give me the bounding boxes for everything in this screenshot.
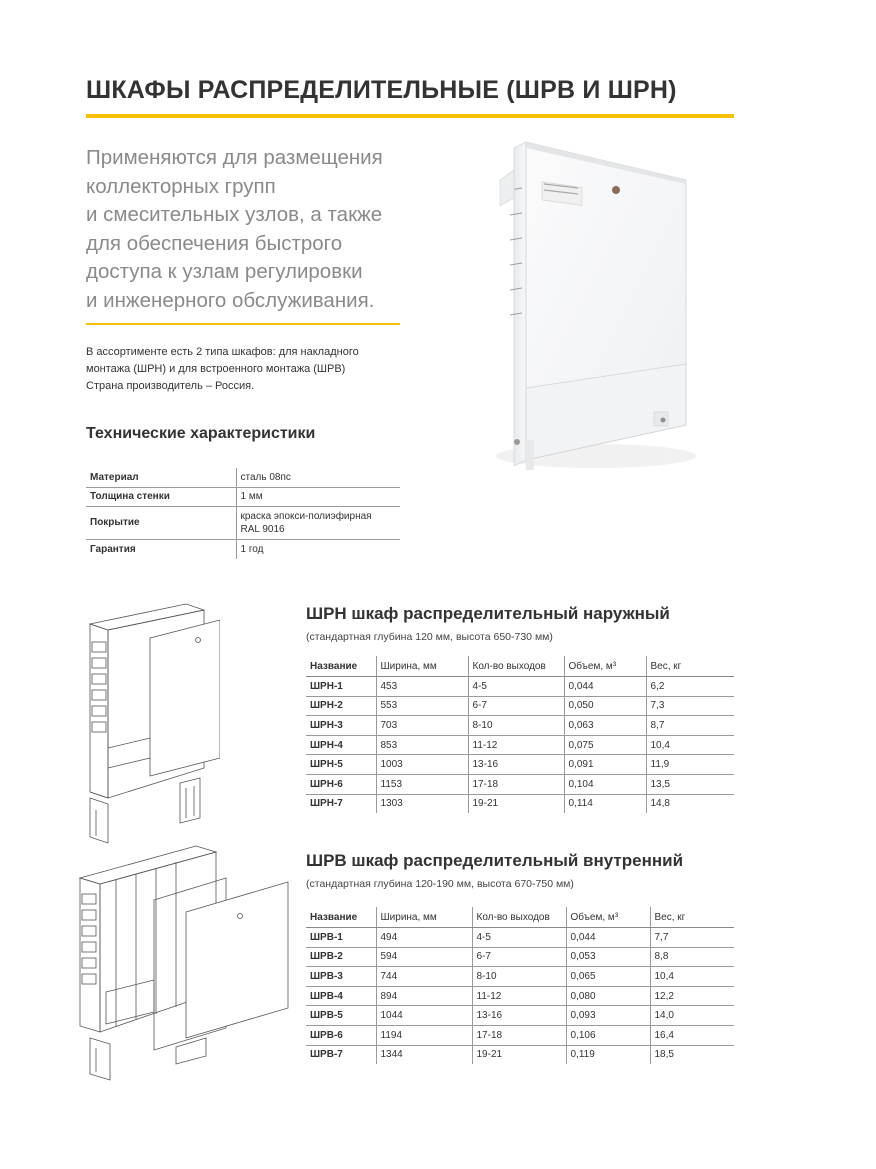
table-cell: 1153 [376, 774, 468, 794]
table-cell: 10,4 [650, 967, 734, 987]
title-underline [86, 114, 734, 118]
table-cell: ШРВ-2 [306, 947, 376, 967]
table-row [306, 794, 734, 813]
table-cell: ШРН-5 [306, 755, 376, 775]
table-cell: 553 [376, 696, 468, 716]
spec-value: 1 год [240, 543, 264, 555]
table-row [86, 487, 400, 506]
table-cell: 7,3 [646, 696, 734, 716]
table-cell: ШРН-3 [306, 716, 376, 736]
table-cell: 0,080 [566, 986, 650, 1006]
table-header-row [306, 907, 734, 928]
table-cell: ШРВ-3 [306, 967, 376, 987]
table-row [306, 947, 734, 967]
shrn-title [306, 604, 670, 624]
table-cell: 453 [376, 677, 468, 697]
shrv-title-strong: ШРВ [306, 851, 347, 870]
lead-line: Применяются для размещения [86, 146, 383, 169]
table-cell: 0,104 [564, 774, 646, 794]
table-cell: 494 [376, 928, 472, 948]
table-cell: ШРВ-1 [306, 928, 376, 948]
column-header: Вес, кг [650, 907, 734, 928]
shrv-table [306, 907, 734, 1064]
column-header: Объем, м³ [564, 656, 646, 677]
table-cell: ШРН-4 [306, 735, 376, 755]
table-cell: 8-10 [472, 967, 566, 987]
table-cell: 6-7 [468, 696, 564, 716]
spec-key: Толщина стенки [86, 487, 236, 506]
table-row [306, 755, 734, 775]
table-cell: 17-18 [472, 1025, 566, 1045]
intro-line: Страна производитель – Россия. [86, 380, 255, 392]
table-cell: ШРВ-5 [306, 1006, 376, 1026]
shrn-title-strong: ШРН [306, 604, 347, 623]
table-cell: 0,114 [564, 794, 646, 813]
table-cell: 0,065 [566, 967, 650, 987]
spec-value-line: краска эпокси-полиэфирная [240, 510, 372, 522]
spec-value [236, 506, 400, 539]
table-row [306, 696, 734, 716]
table-row [306, 1045, 734, 1064]
column-header: Объем, м³ [566, 907, 650, 928]
table-cell: 6,2 [646, 677, 734, 697]
table-cell: ШРВ-7 [310, 1049, 343, 1061]
table-cell: 7,7 [650, 928, 734, 948]
table-cell: 8,7 [646, 716, 734, 736]
cabinet-photo [486, 140, 702, 480]
table-cell: 16,4 [650, 1025, 734, 1045]
table-cell: ШРН-6 [306, 774, 376, 794]
table-cell: 0,053 [566, 947, 650, 967]
table-cell: 1303 [376, 794, 468, 813]
table-cell: 10,4 [646, 735, 734, 755]
table-cell: 13,5 [646, 774, 734, 794]
spec-key: Гарантия [86, 539, 236, 559]
shrn-subtitle: (стандартная глубина 120 мм, высота 650-730 мм) [306, 631, 553, 643]
table-row [86, 468, 400, 487]
table-cell: 894 [376, 986, 472, 1006]
table-cell: ШРН-1 [306, 677, 376, 697]
table-row [306, 986, 734, 1006]
table-cell: 0,091 [564, 755, 646, 775]
tech-heading: Технические характеристики [86, 425, 316, 442]
table-row [306, 1025, 734, 1045]
spec-value: 1 мм [236, 487, 400, 506]
column-header: Название [306, 907, 376, 928]
table-cell: 18,5 [650, 1045, 734, 1064]
table-cell: 6-7 [472, 947, 566, 967]
table-cell: 19-21 [472, 1045, 566, 1064]
table-row [86, 506, 400, 539]
column-header: Кол-во выходов [468, 656, 564, 677]
column-header: Вес, кг [646, 656, 734, 677]
lead-line: и смесительных узлов, а также [86, 203, 383, 226]
shrn-title-rest: шкаф распределительный наружный [346, 604, 670, 623]
column-header: Ширина, мм [376, 907, 472, 928]
table-cell: ШРН-7 [310, 798, 343, 810]
intro-line: монтажа (ШРН) и для встроенного монтажа (ШРВ) [86, 363, 346, 375]
spec-value: сталь 08пс [236, 468, 400, 487]
table-cell: ШРВ-4 [306, 986, 376, 1006]
table-cell: 4-5 [468, 677, 564, 697]
table-cell: 12,2 [650, 986, 734, 1006]
table-cell: 14,0 [650, 1006, 734, 1026]
table-row [86, 539, 400, 559]
table-cell: 1194 [376, 1025, 472, 1045]
table-cell: 4-5 [472, 928, 566, 948]
table-cell: 703 [376, 716, 468, 736]
column-header: Кол-во выходов [472, 907, 566, 928]
table-cell: 13-16 [468, 755, 564, 775]
table-cell: 0,063 [564, 716, 646, 736]
column-header: Название [306, 656, 376, 677]
table-cell: 17-18 [468, 774, 564, 794]
table-row [306, 967, 734, 987]
table-cell: 14,8 [646, 794, 734, 813]
table-cell: 11-12 [472, 986, 566, 1006]
lead-line: доступа к узлам регулировки [86, 260, 363, 283]
table-cell: 8-10 [468, 716, 564, 736]
table-row [306, 1006, 734, 1026]
table-cell: 0,075 [564, 735, 646, 755]
shrv-title [306, 851, 683, 871]
table-cell: ШРВ-6 [306, 1025, 376, 1045]
table-cell: 853 [376, 735, 468, 755]
shrn-table [306, 656, 734, 813]
table-cell: 744 [376, 967, 472, 987]
table-cell: 0,044 [566, 928, 650, 948]
spec-key: Материал [86, 468, 236, 487]
table-cell: 11-12 [468, 735, 564, 755]
table-row [306, 735, 734, 755]
table-cell: 594 [376, 947, 472, 967]
table-row [306, 716, 734, 736]
table-cell: 0,050 [564, 696, 646, 716]
intro-line: В ассортименте есть 2 типа шкафов: для накладного [86, 346, 359, 358]
intro-text [86, 344, 416, 395]
table-cell: 0,093 [566, 1006, 650, 1026]
table-cell: 0,044 [564, 677, 646, 697]
lead-line: для обеспечения быстрого [86, 231, 343, 255]
table-cell: 8,8 [650, 947, 734, 967]
table-cell: 1344 [376, 1045, 472, 1064]
tech-spec-table [86, 468, 400, 559]
table-row [306, 774, 734, 794]
lead-line: и инженерного обслуживания. [86, 288, 375, 312]
table-cell: 19-21 [468, 794, 564, 813]
table-row [306, 928, 734, 948]
page-title: ШКАФЫ РАСПРЕДЕЛИТЕЛЬНЫЕ (ШРВ И ШРН) [86, 76, 677, 104]
spec-value-line: RAL 9016 [240, 523, 285, 535]
table-cell: 0,119 [566, 1045, 650, 1064]
table-header-row [306, 656, 734, 677]
table-cell: 0,106 [566, 1025, 650, 1045]
column-header: Ширина, мм [376, 656, 468, 677]
table-row [306, 677, 734, 697]
shrv-cabinet-drawing [76, 842, 296, 1082]
lead-line: коллекторных групп [86, 174, 276, 198]
table-cell: 1003 [376, 755, 468, 775]
shrn-cabinet-drawing [80, 598, 220, 848]
table-cell: ШРН-2 [306, 696, 376, 716]
lead-text [86, 144, 426, 315]
shrv-title-rest: шкаф распределительный внутренний [346, 851, 684, 870]
table-cell: 1044 [376, 1006, 472, 1026]
spec-key: Покрытие [86, 506, 236, 539]
table-cell: 13-16 [472, 1006, 566, 1026]
table-cell: 11,9 [646, 755, 734, 775]
lead-divider [86, 323, 400, 325]
shrv-subtitle: (стандартная глубина 120-190 мм, высота 670-750 мм) [306, 878, 574, 890]
